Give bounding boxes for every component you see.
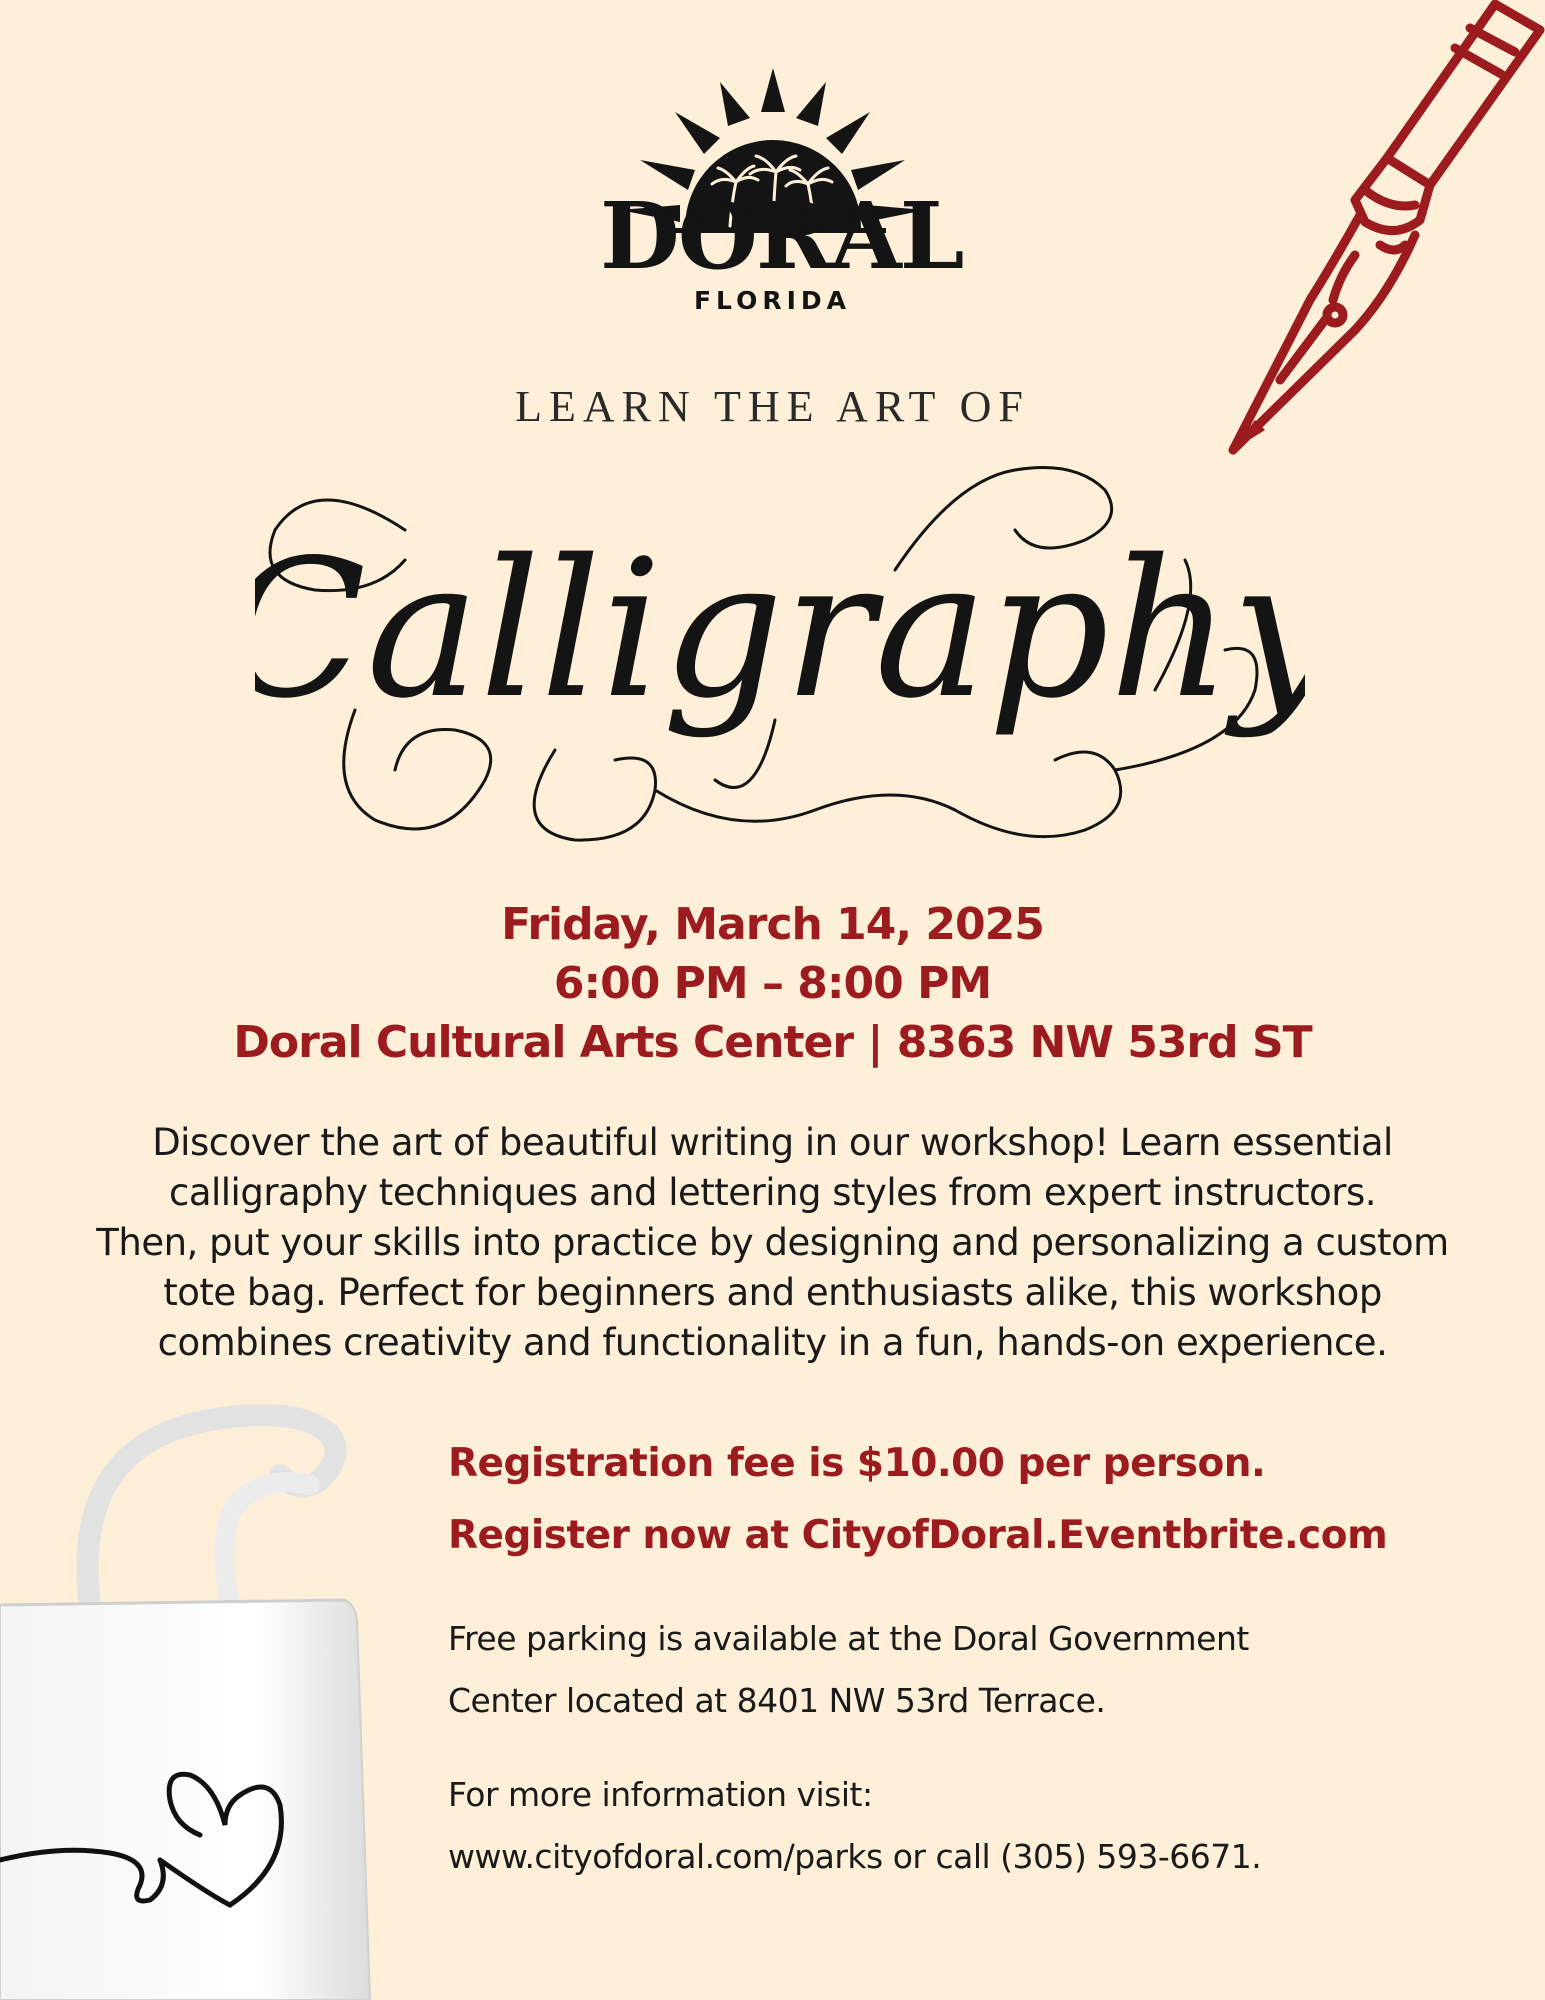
event-date: Friday, March 14, 2025 — [501, 899, 1044, 950]
more-info-line: For more information visit: — [448, 1775, 873, 1814]
doral-logo — [600, 60, 963, 315]
description-line: combines creativity and functionality in a fun, hands-on experience. — [157, 1321, 1388, 1364]
title-text: Calligraphy — [255, 519, 1305, 740]
logo-subtitle: FLORIDA — [693, 286, 852, 315]
description-line: Discover the art of beautiful writing in our workshop! Learn essential — [152, 1121, 1393, 1164]
event-details — [0, 895, 1545, 1072]
registration-fee: Registration fee is $10.00 per person. — [448, 1441, 1266, 1486]
more-info-link[interactable]: www.cityofdoral.com/parks or call (305) 593-6671. — [448, 1837, 1262, 1876]
parking-line: Center located at 8401 NW 53rd Terrace. — [448, 1681, 1106, 1720]
registration-link[interactable]: Register now at CityofDoral.Eventbrite.com — [448, 1513, 1388, 1558]
registration — [448, 1428, 1508, 1572]
title-lettering — [255, 450, 1305, 870]
description — [40, 1118, 1505, 1368]
event-time: 6:00 PM – 8:00 PM — [553, 958, 992, 1009]
parking-line: Free parking is available at the Doral Government — [448, 1619, 1249, 1658]
description-line: calligraphy techniques and lettering styles from expert instructors. — [168, 1171, 1377, 1214]
subtitle: LEARN THE ART OF — [515, 382, 1030, 431]
description-line: Then, put your skills into practice by designing and personalizing a custom — [96, 1221, 1449, 1264]
tote-bag-image — [0, 1405, 380, 2000]
description-line: tote bag. Perfect for beginners and enthusiasts alike, this workshop — [163, 1271, 1382, 1314]
event-venue: Doral Cultural Arts Center | 8363 NW 53rd ST — [233, 1017, 1312, 1068]
logo-wordmark: DORAL — [600, 182, 963, 290]
more-info — [448, 1764, 1508, 1888]
parking-info — [448, 1608, 1508, 1732]
